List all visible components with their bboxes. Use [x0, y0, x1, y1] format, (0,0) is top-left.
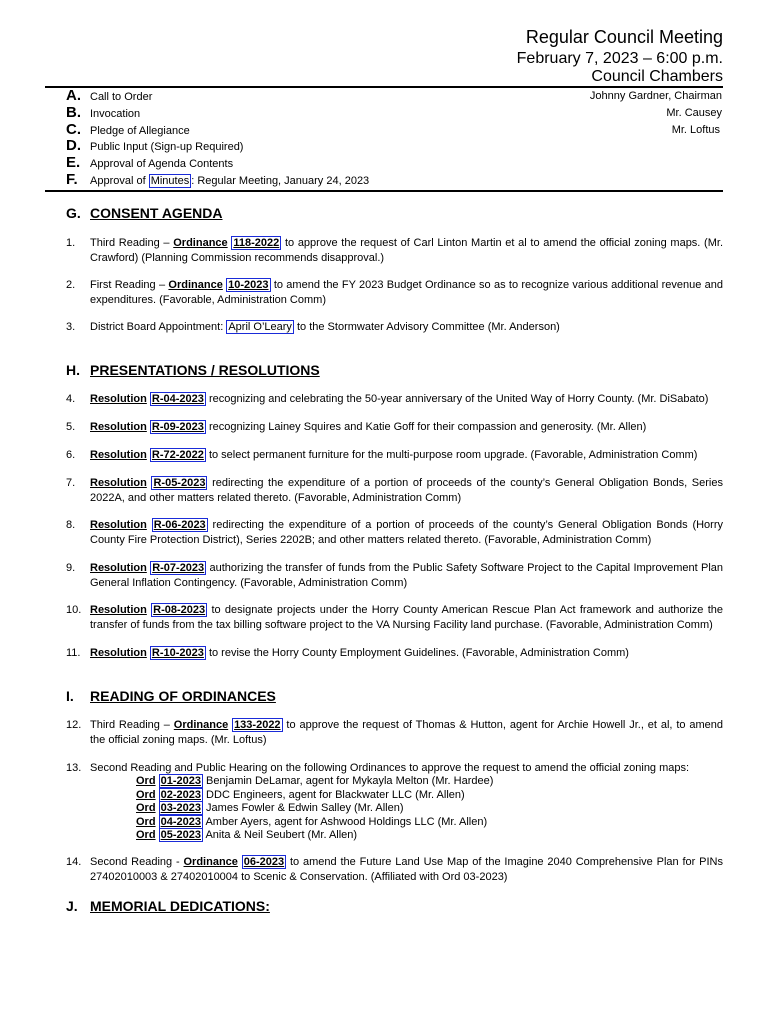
agenda-item-d: D. Public Input (Sign-up Required) [66, 137, 244, 154]
resolution-link[interactable]: R-72-2022 [151, 449, 204, 461]
ordinance-link[interactable]: 02-2023 [160, 789, 201, 801]
ordinance-link[interactable]: 03-2023 [160, 802, 201, 814]
ordinance-link[interactable]: 10-2023 [228, 279, 269, 291]
section-memorial-dedications: J. MEMORIAL DEDICATIONS: [66, 898, 270, 914]
resolution-link[interactable]: R-07-2023 [152, 562, 205, 574]
meeting-date: February 7, 2023 – 6:00 p.m. [516, 50, 723, 67]
resolution-link[interactable]: R-06-2023 [153, 519, 206, 531]
minutes-link[interactable]: Minutes [150, 175, 190, 187]
ordinance-list-item: Ord 03-2023 James Fowler & Edwin Salley (Mr. Allen) [136, 802, 404, 814]
ordinance-list-item: Ord 05-2023 Anita & Neil Seubert (Mr. Allen) [136, 829, 358, 841]
agenda-item-f: F. Approval of Minutes : Regular Meeting, January 24, 2023 [66, 171, 370, 188]
agenda-item-a: A. Call to Order [66, 87, 153, 104]
meeting-title: Regular Council Meeting [525, 27, 723, 47]
resolution-link[interactable]: R-09-2023 [151, 421, 204, 433]
meeting-location: Council Chambers [591, 68, 723, 85]
agenda-entry-4: 4. Resolution R-04-2023 recognizing and celebrating the 50-year anniversary of the United Way of Horry County. (Mr. DiSabato) [66, 393, 709, 405]
agenda-item-e: E. Approval of Agenda Contents [66, 154, 234, 171]
agenda-item-c: C. Pledge of Allegiance [66, 121, 190, 138]
agenda-entry-12: 12. Third Reading – Ordinance 133-2022 to approve the request of Thomas & Hutton, agent for Archie Howell Jr., et al, to amend the official zoning maps. (Mr. Loftus) [66, 719, 724, 746]
agenda-entry-6: 6. Resolution R-72-2022 to select permanent furniture for the multi-purpose room upgrade. (Favorable, Administration Comm) [66, 449, 698, 461]
resolution-link[interactable]: R-05-2023 [153, 477, 206, 489]
ordinance-list-item: Ord 01-2023 Benjamin DeLamar, agent for Mykayla Melton (Mr. Hardee) [136, 775, 494, 787]
ordinance-link[interactable]: 01-2023 [160, 775, 201, 787]
agenda-item-a-presenter: Johnny Gardner, Chairman [589, 90, 722, 102]
agenda-entry-5: 5. Resolution R-09-2023 recognizing Lainey Squires and Katie Goff for their compassion and generosity. (Mr. Allen) [66, 421, 647, 433]
resolution-link[interactable]: R-04-2023 [151, 393, 204, 405]
agenda-entry-14: 14. Second Reading - Ordinance 06-2023 to amend the Future Land Use Map of the Imagine 2040 Comprehensive Plan for PINs 27402010003 & 27402010004 to Scenic & Conservation. (Affiliated with Ord 03-2023) [66, 856, 723, 883]
ordinance-link[interactable]: 118-2022 [233, 237, 280, 249]
resolution-link[interactable]: R-10-2023 [151, 647, 204, 659]
agenda-rule [45, 190, 723, 192]
agenda-entry-2: 2. First Reading – Ordinance 10-2023 to amend the FY 2023 Budget Ordinance so as to recognize various additional revenue and expenditures. (Favorable, Administration Comm) [66, 279, 723, 306]
agenda-item-b-presenter: Mr. Causey [666, 107, 722, 119]
agenda-entry-8: 8. Resolution R-06-2023 redirecting the expenditure of a portion of proceeds of the county’s General Obligation Bonds (Horry County Fire Protection District), Series 2202B; and other matters related thereto. (Favorable, Administration Comm) [66, 519, 723, 546]
ordinance-list-item: Ord 02-2023 DDC Engineers, agent for Blackwater LLC (Mr. Allen) [136, 789, 465, 801]
resolution-link[interactable]: R-08-2023 [153, 604, 206, 616]
agenda-item-c-presenter: Mr. Loftus [671, 124, 720, 136]
agenda-entry-11: 11. Resolution R-10-2023 to revise the Horry County Employment Guidelines. (Favorable, Administration Comm) [66, 647, 629, 659]
section-presentations-resolutions: H. PRESENTATIONS / RESOLUTIONS [66, 362, 320, 378]
ordinance-link[interactable]: 05-2023 [160, 829, 201, 841]
agenda-entry-3: 3. District Board Appointment: April O’Leary to the Stormwater Advisory Committee (Mr. Anderson) [66, 321, 560, 333]
ordinance-link[interactable]: 04-2023 [160, 816, 201, 828]
appointee-link[interactable]: April O’Leary [228, 321, 292, 333]
agenda-item-b: B. Invocation [66, 104, 141, 121]
agenda-entry-1: 1. Third Reading – Ordinance 118-2022 to approve the request of Carl Linton Martin et al to amend the official zoning maps. (Mr. Crawford) (Planning Commission recommends disapproval.) [66, 237, 723, 264]
agenda-entry-9: 9. Resolution R-07-2023 authorizing the transfer of funds from the Public Safety Software Project to the Capital Improvement Plan General Inflation Contingency. (Favorable, Administration Comm) [66, 562, 723, 589]
ordinance-link[interactable]: 133-2022 [234, 719, 281, 731]
ordinance-link[interactable]: 06-2023 [243, 856, 285, 868]
ordinance-list-item: Ord 04-2023 Amber Ayers, agent for Ashwood Holdings LLC (Mr. Allen) [136, 816, 488, 828]
agenda-entry-13: 13. Second Reading and Public Hearing on the following Ordinances to approve the request to amend the official zoning maps: [66, 762, 690, 774]
section-reading-of-ordinances: I. READING OF ORDINANCES [66, 688, 276, 704]
agenda-entry-7: 7. Resolution R-05-2023 redirecting the expenditure of a portion of proceeds of the county’s General Obligation Bonds, Series 2022A, and other matters related thereto. (Favorable, Administration Comm) [66, 477, 723, 504]
section-consent-agenda: G. CONSENT AGENDA [66, 205, 223, 221]
agenda-entry-10: 10. Resolution R-08-2023 to designate projects under the Horry County American Rescue Plan Act framework and authorize the transfer of funds from the tax billing software project to the VA Nursing Facility land purchase. (Favorable, Administration Comm) [66, 604, 723, 631]
